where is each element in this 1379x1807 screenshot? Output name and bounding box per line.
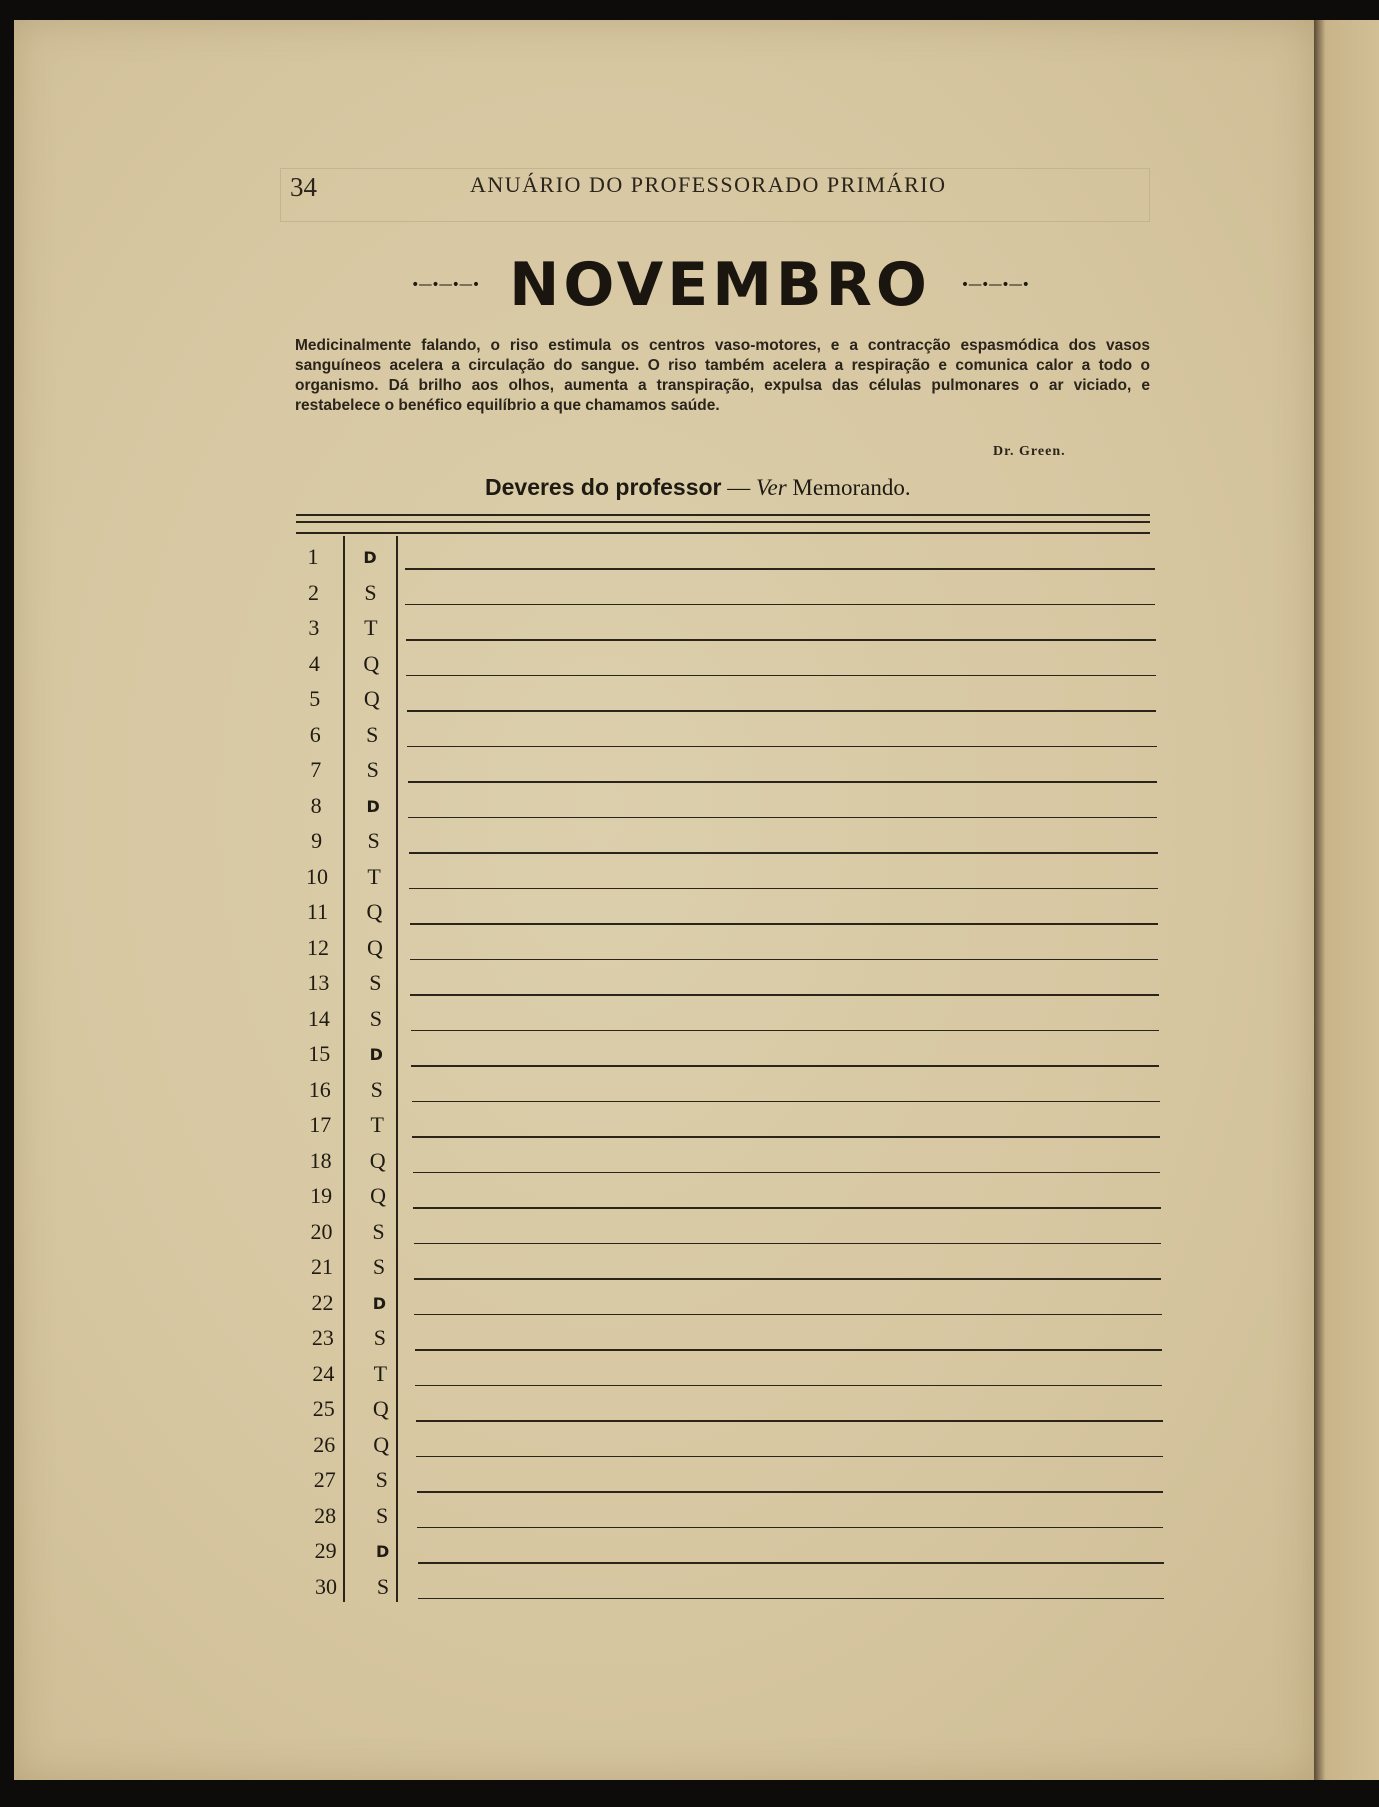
day-number: 29 [314, 1538, 337, 1563]
weekday-letter: S [367, 828, 380, 853]
weekday-letter: Q [366, 899, 383, 924]
duty-entry-line [411, 1030, 1159, 1032]
calendar-row [0, 682, 1379, 718]
calendar-row [0, 1428, 1379, 1464]
duty-entry-line [417, 1527, 1163, 1529]
month-heading [380, 250, 1060, 320]
calendar-row [0, 1392, 1379, 1428]
day-number: 25 [312, 1396, 335, 1421]
weekday-letter: Q [363, 686, 380, 711]
duty-entry-line [414, 1314, 1161, 1316]
day-number: 10 [306, 863, 329, 889]
calendar-row [0, 1215, 1379, 1251]
duty-entry-line [412, 1136, 1160, 1138]
calendar-row [0, 647, 1379, 683]
duty-entry-line [409, 852, 1158, 854]
running-title: ANUÁRIO DO PROFESSORADO PRIMÁRIO [470, 172, 947, 197]
weekday-letter: S [376, 1573, 390, 1599]
duty-entry-line [406, 639, 1156, 641]
weekday-letter: Q [363, 650, 380, 676]
day-number: 27 [313, 1467, 336, 1492]
duty-entry-line [411, 1065, 1159, 1067]
weekday-letter: Q [366, 934, 383, 960]
calendar-row [0, 611, 1379, 647]
duty-entry-line [410, 959, 1159, 961]
day-number: 15 [308, 1041, 331, 1066]
weekday-letter: T [367, 863, 381, 889]
calendar-row [0, 1144, 1379, 1180]
weekday-letter: S [369, 970, 382, 995]
day-number: 11 [306, 899, 329, 924]
calendar-row [0, 718, 1379, 754]
weekday-letter: S [364, 579, 377, 605]
duties-label: Deveres do professor [485, 474, 722, 500]
day-number: 20 [310, 1218, 333, 1244]
duty-entry-line [405, 568, 1155, 570]
duty-entry-line [415, 1349, 1162, 1351]
calendar-row [0, 1286, 1379, 1322]
weekday-letter: D [369, 1045, 383, 1064]
day-number: 6 [309, 721, 321, 747]
duty-entry-line [416, 1456, 1163, 1458]
calendar-row [0, 753, 1379, 789]
weekday-letter: D [372, 1293, 387, 1313]
day-number: 26 [313, 1431, 336, 1457]
duty-entry-line [409, 888, 1158, 890]
day-number: 28 [314, 1502, 337, 1528]
duties-memo: Memorando. [786, 475, 911, 500]
duty-entry-line [407, 746, 1156, 748]
weekday-letter: S [373, 1325, 387, 1350]
day-number: 9 [311, 828, 323, 853]
duty-entry-line [408, 817, 1157, 819]
duty-entry-line [414, 1278, 1161, 1280]
weekday-letter: S [376, 1502, 389, 1528]
calendar-row [0, 966, 1379, 1002]
day-number: 12 [306, 934, 329, 960]
calendar-row [0, 1250, 1379, 1286]
table-top-rule-inner [296, 521, 1150, 523]
calendar-row [0, 1073, 1379, 1109]
day-number: 30 [315, 1573, 338, 1599]
day-number: 1 [307, 544, 319, 569]
duty-entry-line [410, 923, 1159, 925]
duty-entry-line [414, 1243, 1161, 1245]
duties-dash: — [721, 475, 756, 500]
month-title: NOVEMBRO [509, 250, 931, 320]
duty-entry-line [418, 1562, 1164, 1564]
calendar-row [0, 860, 1379, 896]
calendar-row [0, 1037, 1379, 1073]
weekday-letter: T [370, 1112, 384, 1137]
weekday-letter: S [372, 1254, 386, 1279]
weekday-letter: S [369, 1005, 382, 1031]
day-number: 17 [309, 1112, 332, 1137]
day-number: 5 [309, 686, 321, 711]
weekday-letter: D [375, 1542, 390, 1561]
duty-entry-line [413, 1172, 1161, 1174]
calendar-row [0, 1499, 1379, 1535]
calendar-row [0, 931, 1379, 967]
quote-author: Dr. Green. [993, 444, 1066, 459]
table-header-rule [296, 532, 1150, 534]
calendar-row [0, 895, 1379, 931]
calendar-row [0, 1463, 1379, 1499]
duty-entry-line [412, 1101, 1160, 1103]
day-number: 14 [307, 1005, 330, 1031]
calendar-row [0, 1108, 1379, 1144]
duty-entry-line [407, 710, 1156, 712]
calendar-row [0, 540, 1379, 576]
calendar-row [0, 1179, 1379, 1215]
duty-entry-line [415, 1385, 1162, 1387]
day-number: 8 [310, 792, 322, 818]
day-number: 13 [307, 970, 330, 995]
duties-heading [485, 474, 911, 501]
calendar-row [0, 1321, 1379, 1357]
day-number: 4 [308, 650, 320, 676]
table-top-rule [296, 514, 1150, 516]
day-number: 19 [310, 1183, 333, 1208]
duty-entry-line [416, 1420, 1163, 1422]
duty-entry-line [406, 675, 1156, 677]
weekday-letter: T [364, 615, 378, 640]
day-number: 2 [307, 579, 319, 605]
weekday-letter: D [363, 548, 377, 567]
duty-entry-line [418, 1598, 1164, 1600]
day-number: 18 [309, 1147, 332, 1173]
calendar-row [0, 824, 1379, 860]
duty-entry-line [413, 1207, 1161, 1209]
day-number: 7 [310, 757, 322, 782]
weekday-letter: S [366, 721, 379, 747]
weekday-letter: Q [369, 1147, 386, 1173]
right-ornament: •—•—•—• [960, 277, 1029, 293]
day-number: 23 [311, 1325, 334, 1350]
weekday-letter: S [375, 1467, 388, 1492]
quote-text: Medicinalmente falando, o riso estimula os centros vaso-motores, e a contracção espasmódica dos vasos sanguíneos acelera a circulação do sangue. O riso também acelera a respiração e comunica calor a todo o organismo. Dá brilho aos olhos, aumenta a transpiração, expulsa das células pulmonares o ar viciado, e restabelece o benéfico equilíbrio a que chamamos saúde. [295, 337, 1150, 414]
calendar-row [0, 576, 1379, 612]
left-ornament: •—•—•—• [411, 277, 480, 293]
day-number: 22 [311, 1289, 334, 1315]
duty-entry-line [417, 1491, 1163, 1493]
weekday-letter: Q [373, 1431, 390, 1457]
duty-entry-line [410, 994, 1158, 996]
weekday-letter: Q [372, 1396, 389, 1421]
day-number: 21 [311, 1254, 333, 1279]
calendar-row [0, 1357, 1379, 1393]
calendar-row [0, 1002, 1379, 1038]
weekday-letter: T [373, 1360, 388, 1386]
duty-entry-line [405, 604, 1155, 606]
calendar-row [0, 789, 1379, 825]
day-number: 16 [308, 1076, 331, 1102]
calendar-row [0, 1570, 1379, 1606]
weekday-letter: D [366, 796, 380, 816]
weekday-letter: Q [370, 1183, 387, 1208]
duties-ver: Ver [755, 475, 787, 500]
weekday-letter: S [370, 1076, 383, 1102]
day-number: 3 [308, 615, 320, 640]
weekday-letter: S [372, 1218, 385, 1244]
page-number: 34 [290, 172, 317, 202]
day-number: 24 [312, 1360, 335, 1386]
calendar-row [0, 1534, 1379, 1570]
weekday-letter: S [366, 757, 379, 782]
duty-entry-line [408, 781, 1157, 783]
